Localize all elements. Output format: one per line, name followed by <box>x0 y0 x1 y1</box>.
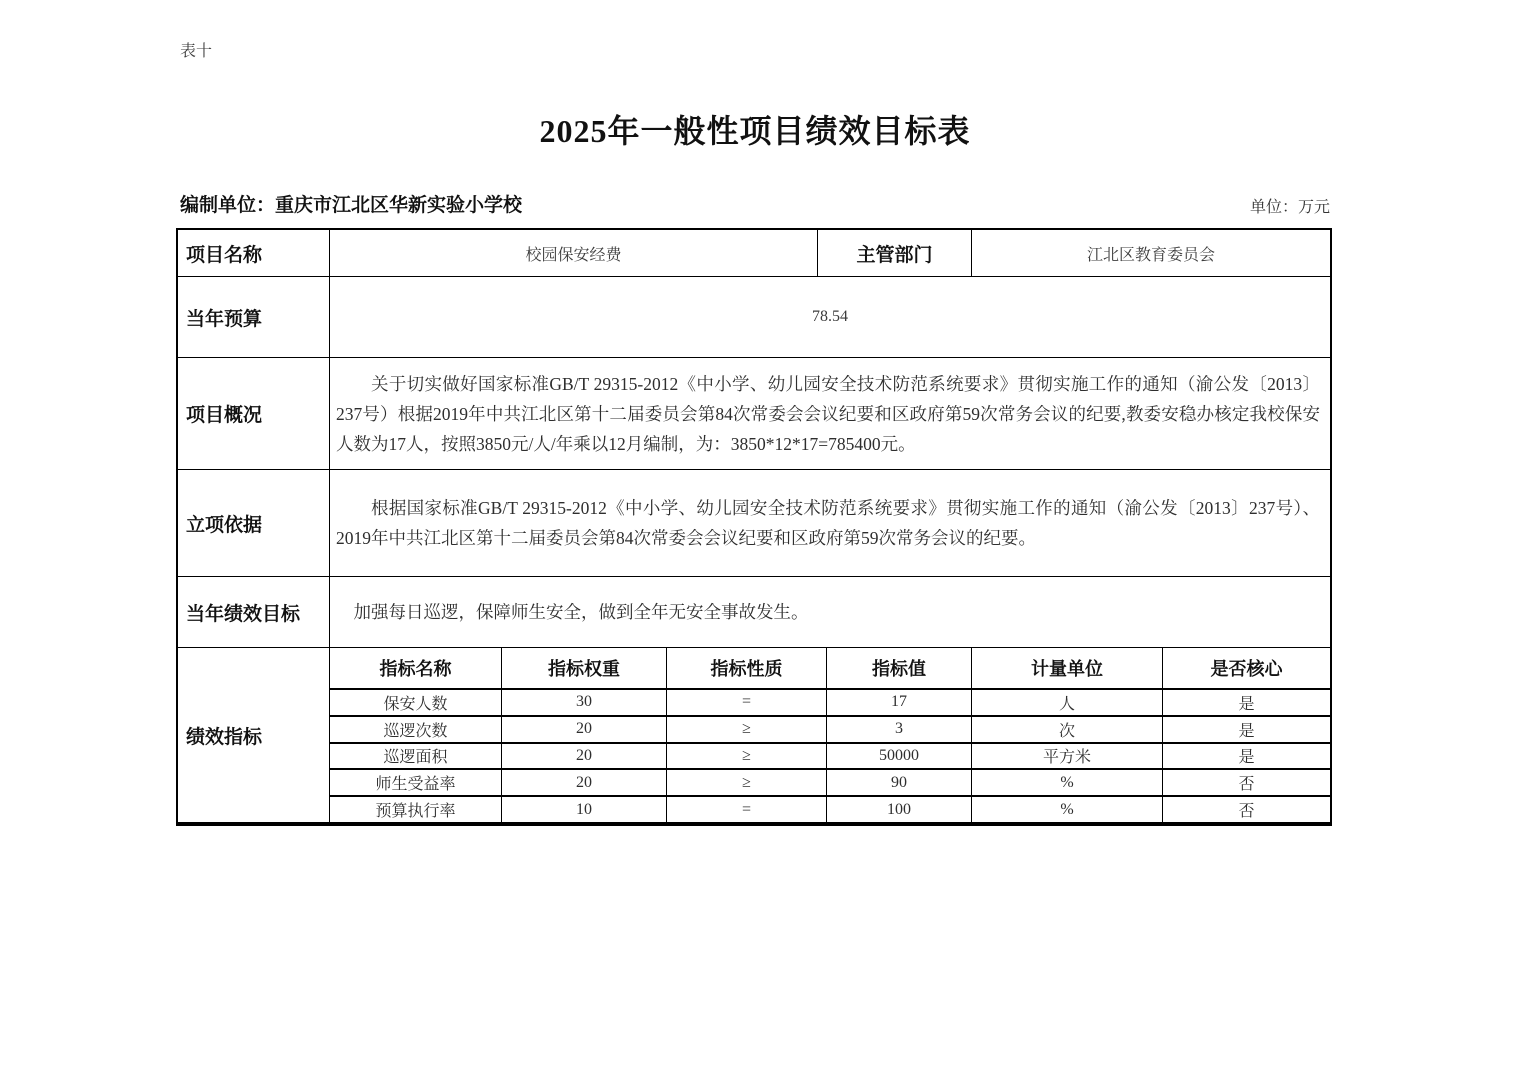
indicator-nature: = <box>667 690 827 715</box>
indicator-header-value: 指标值 <box>827 648 972 688</box>
indicator-value: 3 <box>827 717 972 742</box>
indicator-value: 100 <box>827 797 972 822</box>
indicator-row <box>330 717 1330 744</box>
project-name-label-cell: 项目名称 <box>178 230 330 276</box>
indicator-header-nature: 指标性质 <box>667 648 827 688</box>
indicator-nature: ≥ <box>667 717 827 742</box>
basis-value-cell <box>330 470 1330 576</box>
indicator-weight: 20 <box>502 717 667 742</box>
indicator-subtable <box>330 648 1330 822</box>
prepared-by-unit: 编制单位：重庆市江北区华新实验小学校 <box>180 195 523 216</box>
indicator-header-name: 指标名称 <box>330 648 502 688</box>
indicator-row <box>330 744 1330 771</box>
indicator-name: 巡逻次数 <box>330 717 502 742</box>
indicator-header-unit: 计量单位 <box>972 648 1163 688</box>
indicator-core: 是 <box>1238 695 1255 713</box>
indicator-row <box>330 797 1330 822</box>
budget-value-cell: 78.54 <box>812 308 848 325</box>
department-label-cell: 主管部门 <box>818 230 972 276</box>
overview-value-cell <box>330 358 1330 469</box>
project-name-value-cell: 校园保安经费 <box>330 230 818 276</box>
indicator-weight: 20 <box>502 770 667 795</box>
indicator-core: 否 <box>1238 776 1255 794</box>
indicator-value: 17 <box>827 690 972 715</box>
indicator-unit: % <box>972 797 1163 822</box>
indicator-core: 是 <box>1238 722 1255 740</box>
overview-text: 关于切实做好国家标准GB/T 29315-2012《中小学、幼儿园安全技术防范系统要求》贯彻实施工作的通知（渝公发〔2013〕237号）根据2019年中共江北区第十二届委员会第84次常委会会议纪要和区政府第59次常务会议的纪要,教委安稳办核定我校保安人数为17人，按照3850元/人/年乘以12月编制，为：3850*12*17=785400元。 <box>336 373 1320 454</box>
table-row-basis <box>178 470 1330 577</box>
indicator-core: 否 <box>1238 803 1255 821</box>
indicator-name: 师生受益率 <box>330 770 502 795</box>
indicator-name: 预算执行率 <box>330 797 502 822</box>
indicator-nature: = <box>667 797 827 822</box>
overview-label-cell: 项目概况 <box>178 358 330 469</box>
indicator-core: 是 <box>1238 749 1255 767</box>
goal-label-cell: 当年绩效目标 <box>178 577 330 647</box>
indicator-header-row <box>330 648 1330 690</box>
table-number-label: 表十 <box>180 43 213 60</box>
indicator-name: 巡逻面积 <box>330 744 502 769</box>
currency-unit-note: 单位：万元 <box>1249 199 1330 216</box>
table-row-indicators <box>178 648 1330 822</box>
goal-text: 加强每日巡逻，保障师生安全，做到全年无安全事故发生。 <box>353 602 809 622</box>
indicator-header-core: 是否核心 <box>1210 659 1283 679</box>
indicator-weight: 30 <box>502 690 667 715</box>
indicator-row <box>330 690 1330 717</box>
indicator-nature: ≥ <box>667 744 827 769</box>
table-row-project-name <box>178 230 1330 277</box>
indicators-label-cell: 绩效指标 <box>178 648 330 822</box>
meta-row <box>180 190 1330 217</box>
performance-target-table <box>176 228 1332 826</box>
indicator-weight: 20 <box>502 744 667 769</box>
indicator-header-weight: 指标权重 <box>502 648 667 688</box>
indicator-nature: ≥ <box>667 770 827 795</box>
indicator-unit: 人 <box>972 690 1163 715</box>
goal-value-cell <box>330 577 1330 647</box>
table-row-goal <box>178 577 1330 648</box>
indicator-value: 90 <box>827 770 972 795</box>
indicator-name: 保安人数 <box>330 690 502 715</box>
basis-label-cell: 立项依据 <box>178 470 330 576</box>
indicator-unit: 平方米 <box>972 744 1163 769</box>
indicator-row <box>330 770 1330 797</box>
page-title: 2025年一般性项目绩效目标表 <box>539 113 971 149</box>
department-value-cell: 江北区教育委员会 <box>1086 246 1215 264</box>
indicator-unit: 次 <box>972 717 1163 742</box>
basis-text: 根据国家标准GB/T 29315-2012《中小学、幼儿园安全技术防范系统要求》贯彻实施工作的通知（渝公发〔2013〕237号）、2019年中共江北区第十二届委员会第84次常委会会议纪要和区政府第59次常务会议的纪要。 <box>336 498 1320 548</box>
table-row-overview <box>178 358 1330 470</box>
table-row-budget <box>178 277 1330 358</box>
indicator-value: 50000 <box>827 744 972 769</box>
indicator-weight: 10 <box>502 797 667 822</box>
budget-label-cell: 当年预算 <box>178 277 330 357</box>
indicator-unit: % <box>972 770 1163 795</box>
